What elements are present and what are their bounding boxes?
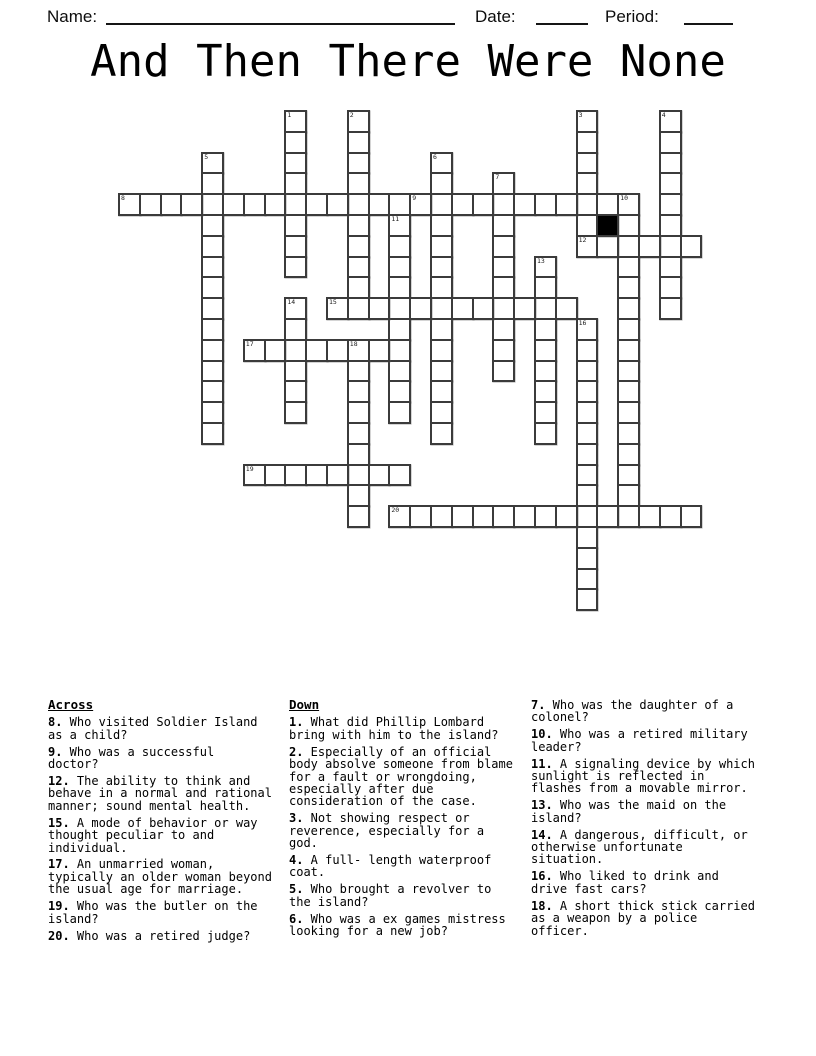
grid-cell[interactable] [617, 193, 640, 216]
grid-cell[interactable] [201, 297, 224, 320]
grid-cell[interactable] [284, 297, 307, 320]
grid-cell[interactable] [659, 256, 682, 279]
clue: 1. What did Phillip Lombard bring with him to the island? [289, 715, 499, 742]
grid-cell[interactable] [659, 131, 682, 154]
clue-number: 8. [48, 715, 63, 730]
grid-cell[interactable] [388, 318, 411, 341]
grid-cell[interactable] [430, 193, 453, 216]
grid-cell[interactable] [347, 505, 370, 528]
grid-cell[interactable] [513, 505, 536, 528]
clue-section-heading: Down [289, 697, 320, 712]
grid-cell[interactable] [534, 339, 557, 362]
period-blank-line[interactable] [684, 7, 733, 25]
grid-cell[interactable] [513, 297, 536, 320]
grid-cell-number: 16 [578, 319, 587, 327]
grid-cell[interactable] [492, 256, 515, 279]
date-label: Date: [475, 7, 516, 26]
grid-cell[interactable] [201, 339, 224, 362]
grid-cell[interactable] [284, 464, 307, 487]
grid-cell[interactable] [347, 339, 370, 362]
grid-cell[interactable] [576, 318, 599, 341]
grid-cell[interactable] [284, 193, 307, 216]
grid-cell[interactable] [430, 360, 453, 383]
clue-column-across [48, 699, 290, 946]
grid-cell[interactable] [347, 360, 370, 383]
clue-number: 2. [289, 744, 304, 759]
clue-number: 9. [48, 744, 63, 759]
grid-cell[interactable] [284, 401, 307, 424]
grid-cell[interactable] [409, 193, 432, 216]
grid-cell[interactable] [617, 339, 640, 362]
grid-cell[interactable] [118, 193, 141, 216]
grid-cell[interactable] [617, 256, 640, 279]
grid-cell[interactable] [305, 339, 328, 362]
grid-cell-number: 18 [349, 339, 358, 348]
grid-cell[interactable] [388, 256, 411, 279]
grid-cell-number: 20 [391, 506, 400, 515]
grid-cell[interactable] [617, 505, 640, 528]
clue: 4. A full- length waterproof coat. [289, 852, 492, 880]
grid-cell[interactable] [534, 193, 557, 216]
grid-cell[interactable] [160, 193, 183, 216]
grid-cell[interactable] [284, 214, 307, 237]
puzzle-title: And Then There Were None [90, 36, 726, 87]
clue: 17. An unmarried woman, typically an older woman beyond the usual age for marriage. [48, 857, 272, 897]
date-blank-line[interactable] [536, 7, 588, 25]
grid-cell[interactable] [368, 339, 391, 362]
grid-cell[interactable] [534, 318, 557, 341]
grid-cell[interactable] [617, 276, 640, 299]
grid-cell[interactable] [201, 214, 224, 237]
grid-cell[interactable] [430, 152, 453, 175]
grid-cell[interactable] [576, 547, 599, 570]
grid-cell-number: 12 [578, 235, 587, 244]
grid-cell[interactable] [139, 193, 162, 216]
grid-cell[interactable] [534, 401, 557, 424]
grid-cell[interactable] [347, 152, 370, 175]
grid-cell[interactable] [347, 464, 370, 487]
grid-cell[interactable] [284, 380, 307, 403]
grid-cell[interactable] [284, 360, 307, 383]
grid-cell[interactable] [347, 401, 370, 424]
clue-number: 11. [531, 756, 553, 771]
grid-cell[interactable] [576, 568, 599, 591]
grid-cell[interactable] [284, 152, 307, 175]
grid-cell[interactable] [492, 172, 515, 195]
grid-cell[interactable] [534, 422, 557, 445]
grid-cell[interactable] [534, 276, 557, 299]
grid-cell[interactable] [534, 505, 557, 528]
grid-cell[interactable] [388, 276, 411, 299]
clue-number: 6. [289, 911, 304, 926]
clue-section-heading: Across [48, 697, 94, 712]
clue-number: 13. [531, 798, 553, 813]
grid-cell[interactable] [617, 214, 640, 237]
clue: 10. Who was a retired military leader? [531, 727, 748, 754]
grid-cell[interactable] [492, 235, 515, 258]
grid-cell[interactable] [680, 235, 703, 258]
clue: 5. Who brought a revolver to the island? [289, 882, 492, 909]
grid-cell[interactable] [617, 360, 640, 383]
grid-cell[interactable] [430, 505, 453, 528]
grid-cell[interactable] [617, 318, 640, 341]
grid-cell[interactable] [409, 297, 432, 320]
grid-cell[interactable] [388, 380, 411, 403]
grid-cell[interactable] [659, 235, 682, 258]
grid-cell[interactable] [576, 464, 599, 487]
grid-cell[interactable] [284, 131, 307, 154]
grid-cell[interactable] [305, 464, 328, 487]
grid-cell-number: 2 [349, 111, 354, 119]
grid-cell[interactable] [472, 505, 495, 528]
grid-cell[interactable] [430, 318, 453, 341]
clue-number: 15. [48, 815, 70, 830]
grid-cell[interactable] [347, 214, 370, 237]
grid-cell[interactable] [264, 464, 287, 487]
grid-cell[interactable] [430, 172, 453, 195]
grid-cell[interactable] [201, 401, 224, 424]
crossword-grid [118, 110, 706, 614]
grid-cell[interactable] [388, 505, 411, 528]
grid-cell[interactable] [576, 505, 599, 528]
grid-cell[interactable] [430, 214, 453, 237]
clue: 9. Who was a successful doctor? [48, 744, 215, 772]
grid-cell[interactable] [492, 318, 515, 341]
grid-cell[interactable] [201, 380, 224, 403]
grid-cell[interactable] [576, 172, 599, 195]
grid-cell[interactable] [201, 422, 224, 445]
grid-cell-number: 10 [620, 194, 629, 203]
grid-cell[interactable] [617, 422, 640, 445]
grid-cell[interactable] [576, 588, 599, 611]
grid-cell-number: 13 [537, 256, 545, 265]
grid-cell[interactable] [596, 505, 619, 528]
grid-cell[interactable] [347, 131, 370, 154]
grid-cell[interactable] [576, 193, 599, 216]
clue-number: 19. [48, 899, 70, 914]
grid-cell[interactable] [388, 214, 411, 237]
grid-cell[interactable] [576, 339, 599, 362]
grid-cell[interactable] [576, 152, 599, 175]
grid-cell[interactable] [284, 256, 307, 279]
grid-cell[interactable] [451, 193, 474, 216]
grid-cell[interactable] [492, 339, 515, 362]
grid-cell[interactable] [388, 297, 411, 320]
clue: 13. Who was the maid on the island? [531, 798, 727, 825]
grid-cell[interactable] [326, 297, 349, 320]
grid-cell[interactable] [284, 110, 307, 133]
grid-cell[interactable] [388, 193, 411, 216]
grid-cell[interactable] [201, 360, 224, 383]
grid-cell[interactable] [430, 256, 453, 279]
clue: 6. Who was a ex games mistress looking for a new job? [289, 911, 506, 938]
grid-cell[interactable] [347, 380, 370, 403]
grid-cell[interactable] [347, 193, 370, 216]
grid-cell[interactable] [638, 235, 661, 258]
grid-cell[interactable] [430, 380, 453, 403]
grid-cell[interactable] [347, 172, 370, 195]
grid-cell[interactable] [347, 422, 370, 445]
grid-cell[interactable] [451, 297, 474, 320]
grid-cell[interactable] [659, 505, 682, 528]
grid-cell[interactable] [243, 464, 266, 487]
clue-number: 1. [289, 715, 304, 730]
grid-cell[interactable] [617, 235, 640, 258]
clue-number: 18. [531, 898, 553, 913]
grid-cell[interactable] [305, 193, 328, 216]
clue-number: 4. [289, 852, 304, 867]
clue: 7. Who was the daughter of a colonel? [531, 698, 734, 725]
grid-cell[interactable] [492, 297, 515, 320]
grid-cell[interactable] [617, 297, 640, 320]
grid-cell[interactable] [347, 484, 370, 507]
grid-cell[interactable] [472, 193, 495, 216]
clue-number: 14. [531, 827, 553, 842]
grid-cell[interactable] [201, 152, 224, 175]
grid-cell-number: 7 [495, 173, 500, 182]
grid-cell[interactable] [492, 193, 515, 216]
clue: 18. A short thick stick carried as a weapon by a police officer. [531, 898, 755, 938]
grid-cell[interactable] [284, 235, 307, 258]
clue-number: 16. [531, 869, 553, 884]
grid-cell[interactable] [430, 422, 453, 445]
grid-cell[interactable] [264, 193, 287, 216]
grid-cell[interactable] [638, 505, 661, 528]
clue: 19. Who was the butler on the island? [48, 899, 258, 926]
grid-cell-number: 8 [121, 194, 125, 203]
grid-cell[interactable] [388, 339, 411, 362]
grid-cell[interactable] [222, 193, 245, 216]
clue: 8. Who visited Soldier Island as a child? [48, 715, 258, 742]
grid-cell-number: 4 [661, 111, 666, 119]
grid-cell[interactable] [576, 526, 599, 549]
grid-cell[interactable] [617, 484, 640, 507]
grid-cell[interactable] [576, 443, 599, 466]
grid-cell[interactable] [576, 110, 599, 133]
grid-cell-number: 19 [245, 464, 254, 473]
grid-cell[interactable] [576, 214, 599, 237]
grid-cell[interactable] [388, 360, 411, 383]
clue-number: 20. [48, 928, 70, 943]
grid-cell[interactable] [659, 110, 682, 133]
grid-cell[interactable] [534, 380, 557, 403]
grid-cell[interactable] [409, 505, 432, 528]
grid-cell[interactable] [472, 297, 495, 320]
grid-cell[interactable] [430, 401, 453, 424]
clue-number: 5. [289, 882, 304, 897]
grid-cell[interactable] [264, 339, 287, 362]
grid-cell-number: 17 [245, 339, 254, 348]
grid-cell[interactable] [347, 235, 370, 258]
clue-number: 3. [289, 811, 304, 826]
grid-cell[interactable] [659, 172, 682, 195]
grid-cell[interactable] [659, 214, 682, 237]
grid-cell[interactable] [659, 152, 682, 175]
grid-cell-number: 1 [287, 111, 292, 119]
grid-cell[interactable] [347, 256, 370, 279]
clue-number: 17. [48, 857, 70, 872]
grid-cell[interactable] [534, 360, 557, 383]
clue: 14. A dangerous, difficult, or otherwise unfortunate situation. [531, 827, 748, 867]
grid-cell[interactable] [388, 401, 411, 424]
period-label: Period: [605, 7, 659, 26]
grid-cell[interactable] [492, 505, 515, 528]
clue-number: 12. [48, 774, 70, 789]
grid-cell[interactable] [576, 360, 599, 383]
grid-cell[interactable] [617, 380, 640, 403]
grid-cell[interactable] [555, 193, 578, 216]
grid-cell[interactable] [201, 235, 224, 258]
grid-cell[interactable] [201, 318, 224, 341]
grid-cell[interactable] [388, 235, 411, 258]
grid-cell[interactable] [534, 297, 557, 320]
clue: 3. Not showing respect or reverence, especially for a god. [289, 811, 485, 851]
grid-cell[interactable] [243, 339, 266, 362]
clue: 2. Especially of an official body absolve someone from blame for a fault or wrongdoing, especially after due consideration of the case. [289, 744, 513, 809]
grid-cell[interactable] [347, 297, 370, 320]
grid-cell[interactable] [576, 484, 599, 507]
grid-cell[interactable] [347, 276, 370, 299]
grid-cell[interactable] [576, 235, 599, 258]
grid-cell[interactable] [492, 214, 515, 237]
grid-cell[interactable] [555, 505, 578, 528]
grid-cell[interactable] [492, 360, 515, 383]
grid-cell[interactable] [596, 235, 619, 258]
clue-number: 10. [531, 727, 553, 742]
clue: 20. Who was a retired judge? [48, 928, 251, 943]
grid-cell[interactable] [180, 193, 203, 216]
grid-cell[interactable] [347, 443, 370, 466]
grid-cell[interactable] [617, 401, 640, 424]
clue-column-down [289, 699, 531, 942]
grid-cell[interactable] [326, 464, 349, 487]
grid-cell[interactable] [430, 235, 453, 258]
grid-cell[interactable] [201, 276, 224, 299]
grid-cell-number: 3 [578, 111, 583, 119]
grid-cell[interactable] [430, 276, 453, 299]
grid-cell[interactable] [576, 380, 599, 403]
grid-cell[interactable] [368, 193, 391, 216]
grid-cell[interactable] [451, 505, 474, 528]
grid-cell[interactable] [326, 339, 349, 362]
grid-cell-number: 11 [391, 215, 400, 223]
clue: 15. A mode of behavior or way thought peculiar to and individual. [48, 815, 258, 855]
clue: 16. Who liked to drink and drive fast cars? [531, 869, 719, 896]
clue-column-down-continued [531, 699, 773, 941]
grid-cell[interactable] [284, 172, 307, 195]
grid-cell[interactable] [201, 172, 224, 195]
grid-cell[interactable] [430, 297, 453, 320]
grid-cell-number: 5 [204, 152, 209, 161]
grid-cell[interactable] [617, 464, 640, 487]
grid-cell[interactable] [659, 193, 682, 216]
clue-number: 7. [531, 698, 546, 712]
grid-cell[interactable] [492, 276, 515, 299]
grid-cell[interactable] [576, 401, 599, 424]
name-blank-line[interactable] [106, 7, 455, 25]
grid-cell[interactable] [617, 443, 640, 466]
grid-cell[interactable] [430, 339, 453, 362]
grid-cell[interactable] [513, 193, 536, 216]
grid-cell[interactable] [576, 131, 599, 154]
grid-cell[interactable] [659, 276, 682, 299]
grid-cell[interactable] [201, 193, 224, 216]
grid-cell[interactable] [576, 422, 599, 445]
clue: 12. The ability to think and behave in a normal and rational manner; sound mental health. [48, 774, 272, 813]
grid-cell[interactable] [201, 256, 224, 279]
grid-cell[interactable] [555, 297, 578, 320]
grid-cell[interactable] [284, 339, 307, 362]
grid-cell[interactable] [596, 193, 619, 216]
grid-cell[interactable] [534, 256, 557, 279]
grid-cell[interactable] [347, 110, 370, 133]
name-label: Name: [47, 7, 98, 26]
grid-cell[interactable] [368, 464, 391, 487]
grid-cell-number: 9 [412, 194, 417, 203]
grid-cell-number: 6 [433, 152, 437, 161]
grid-cell-number: 15 [329, 298, 337, 307]
grid-black-cell [596, 214, 619, 237]
clue: 11. A signaling device by which sunlight is reflected in flashes from a movable mirror. [531, 756, 755, 796]
grid-cell[interactable] [680, 505, 703, 528]
grid-cell[interactable] [284, 318, 307, 341]
grid-cell[interactable] [659, 297, 682, 320]
grid-cell[interactable] [243, 193, 266, 216]
grid-cell[interactable] [326, 193, 349, 216]
grid-cell-number: 14 [287, 298, 296, 307]
grid-cell[interactable] [368, 297, 391, 320]
grid-cell[interactable] [388, 464, 411, 487]
